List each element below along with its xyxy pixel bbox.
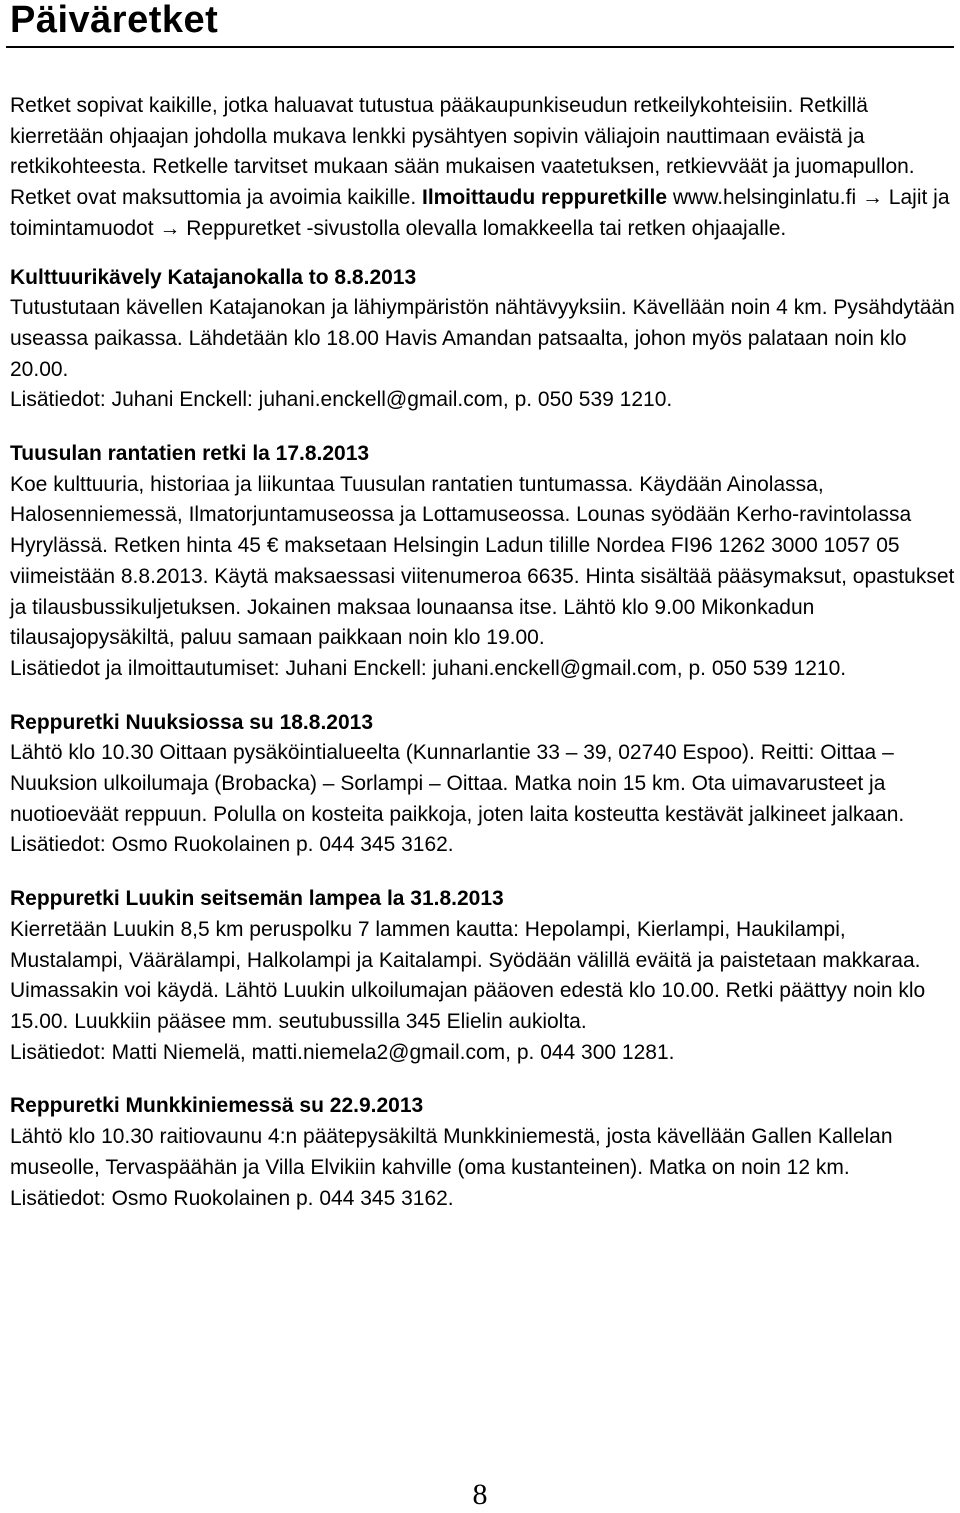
event-contact: Lisätiedot ja ilmoittautumiset: Juhani Enckell: juhani.enckell@gmail.com, p. 050 539 1210. [10, 656, 847, 680]
event-description [10, 915, 956, 1069]
event-text: Lähtö klo 10.30 raitiovaunu 4:n päätepysäkiltä Munkkiniemestä, josta kävellään Gallen Kallelan museolle, Tervaspäähän ja Villa Elvikiin kahville (oma kustanteinen). Matka on noin 12 km. [10, 1125, 893, 1179]
title-underline [6, 46, 954, 48]
event-tuusula-trip [10, 439, 956, 685]
event-description [10, 470, 956, 685]
event-nuuksio-hike [10, 708, 956, 862]
event-munkkiniemi-hike [10, 1091, 956, 1214]
intro-text: Retket sopivat kaikille, jotka haluavat tutustua pääkaupunkiseudun retkeilykohteisiin. Retkillä kierretään ohjaajan johdolla mukava lenkki pysähtyen sopivin väliajoin nauttimaan eväistä ja retkikohteesta. Retkelle tarvitset mukaan sään mukaisen vaatetuksen, retkievväät ja juomapullon. Retket ovat maksuttomia ja avoimia kaikille. [10, 94, 915, 210]
event-text: Tutustutaan kävellen Katajanokan ja lähiympäristön nähtävyyksiin. Kävellään noin 4 km. Pysähdytään useassa paikassa. Lähdetään klo 18.00 Havis Amandan patsaalta, johon myös palataan noin klo 20.00. [10, 296, 955, 381]
event-title: Kulttuurikävely Katajanokalla to 8.8.2013 [10, 265, 417, 289]
event-description [10, 293, 956, 416]
event-culture-walk [10, 263, 956, 417]
event-text: Lähtö klo 10.30 Oittaan pysäköintialueelta (Kunnarlantie 33 – 39, 02740 Espoo). Reitti: Oittaa – Nuuksion ulkoilumaja (Brobacka) – Sorlampi – Oittaa. Matka noin 15 km. Ota uimavarusteet ja nuotioeväät reppuun. Polulla on kosteita paikkoja, joten laita kosteutta kestävät jalkineet jalkaan. [10, 741, 905, 826]
event-description [10, 1122, 956, 1214]
event-text: Kierretään Luukin 8,5 km peruspolku 7 lammen kautta: Hepolampi, Kierlampi, Haukilampi, Mustalampi, Väärälampi, Halkolampi ja Kaitalampi. Syödään välillä eväitä ja paistetaan makkaraa. Uimassakin voi käydä. Lähtö Luukin ulkoilumajan pääoven edestä klo 10.00. Retki päättyy noin klo 15.00. Luukkiin pääsee mm. seutubussilla 345 Elielin aukiolta. [10, 917, 926, 1033]
event-title: Reppuretki Nuuksiossa su 18.8.2013 [10, 710, 373, 734]
event-luukki-hike [10, 884, 956, 1068]
intro-signup-text: www.helsinginlatu.fi → Lajit ja toimintamuodot → Reppuretket -sivustolla olevalla lomakkeella tai retken ohjaajalle. [10, 186, 950, 240]
event-title: Tuusulan rantatien retki la 17.8.2013 [10, 442, 370, 466]
document-body [10, 91, 956, 1237]
event-contact: Lisätiedot: Osmo Ruokolainen p. 044 345 3162. [10, 833, 454, 857]
page-number: 8 [472, 1478, 488, 1511]
event-contact: Lisätiedot: Juhani Enckell: juhani.enckell@gmail.com, p. 050 539 1210. [10, 388, 673, 412]
intro-paragraph [10, 91, 956, 245]
intro-signup-emphasis: Ilmoittaudu reppuretkille [422, 186, 668, 210]
page-title: Päiväretket [10, 0, 219, 41]
event-contact: Lisätiedot: Matti Niemelä, matti.niemela2@gmail.com, p. 044 300 1281. [10, 1040, 675, 1064]
event-text: Koe kulttuuria, historiaa ja liikuntaa Tuusulan rantatien tuntumassa. Käydään Ainolassa, Halosenniemessä, Ilmatorjuntamuseossa ja Lottamuseossa. Lounas syödään Kerho-ravintolassa Hyrylässä. Retken hinta 45 € maksetaan Helsingin Ladun tilille Nordea FI96 1262 3000 1057 05 viimeistään 8.8.2013. Käytä maksaessasi viitenumeroa 6635. Hinta sisältää pääsymaksut, opastukset ja tilausbussikuljetuksen. Jokainen maksaa lounaansa itse. Lähtö klo 9.00 Mikonkadun tilausajopysäkiltä, paluu samaan paikkaan noin klo 19.00. [10, 472, 955, 650]
event-description [10, 738, 956, 861]
event-title: Reppuretki Luukin seitsemän lampea la 31.8.2013 [10, 887, 504, 911]
event-contact: Lisätiedot: Osmo Ruokolainen p. 044 345 3162. [10, 1186, 454, 1210]
event-title: Reppuretki Munkkiniemessä su 22.9.2013 [10, 1094, 424, 1118]
